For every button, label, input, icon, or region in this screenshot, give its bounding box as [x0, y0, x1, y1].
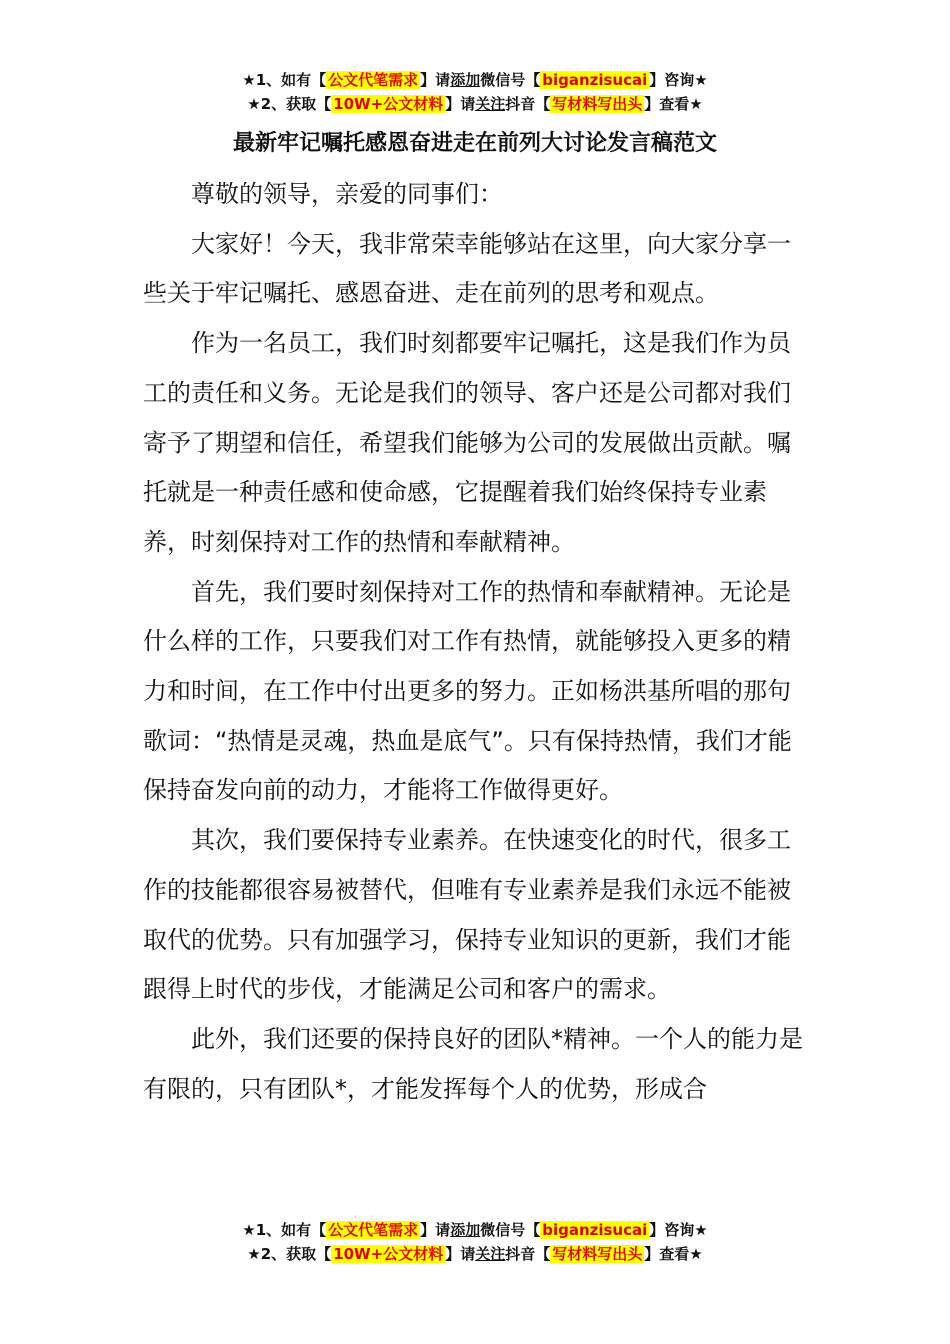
banner-text: 抖音【: [505, 95, 551, 113]
banner-underline: 关注: [475, 95, 506, 113]
banner-line-1: [0, 1218, 950, 1242]
banner-highlight: biganzisucai: [542, 1221, 648, 1239]
top-banner: [0, 68, 950, 116]
banner-line-2: [0, 92, 950, 116]
banner-highlight: 10W+公文材料: [333, 1245, 444, 1263]
banner-highlight: biganzisucai: [542, 71, 648, 89]
banner-line-2: [0, 1242, 950, 1266]
banner-text: 】咨询★: [649, 1221, 708, 1239]
banner-highlight: 写材料写出头: [552, 95, 643, 113]
banner-underline: 添加: [450, 1221, 481, 1239]
paragraph: 首先，我们要时刻保持对工作的热情和奉献精神。无论是什么样的工作，只要我们对工作有热情，就能够投入更多的精力和时间，在工作中付出更多的努力。正如杨洪基所唱的那句歌词：“热情是灵魂，热血是底气”。只有保持热情，我们才能保持奋发向前的动力，才能将工作做得更好。: [143, 577, 792, 805]
paragraph: 其次，我们要保持专业素养。在快速变化的时代，很多工作的技能都很容易被替代，但唯有专业素养是我们永远不能被取代的优势。只有加强学习，保持专业知识的更新，我们才能跟得上时代的步伐，才能满足公司和客户的需求。: [143, 826, 791, 1004]
banner-text: 抖音【: [505, 1245, 551, 1263]
banner-text: 微信号【: [480, 71, 541, 89]
banner-text: 】查看★: [644, 1245, 703, 1263]
paragraph: 作为一名员工，我们时刻都要牢记嘱托，这是我们作为员工的责任和义务。无论是我们的领导、客户还是公司都对我们寄予了期望和信任，希望我们能够为公司的发展做出贡献。嘱托就是一种责任感和使命感，它提醒着我们始终保持专业素养，时刻保持对工作的热情和奉献精神。: [143, 329, 791, 556]
banner-line-1: [0, 68, 950, 92]
banner-text: ★1、如有【: [242, 71, 327, 89]
banner-text: ★2、获取【: [247, 95, 332, 113]
banner-highlight: 写材料写出头: [552, 1245, 643, 1263]
banner-text: 】请: [420, 1221, 451, 1239]
banner-highlight: 公文代笔需求: [328, 1221, 419, 1239]
banner-underline: 关注: [475, 1245, 506, 1263]
banner-text: 】请: [445, 1245, 476, 1263]
paragraph: 此外，我们还要的保持良好的团队*精神。一个人的能力是有限的，只有团队*，才能发挥每个人的优势，形成合: [143, 1024, 803, 1103]
banner-text: 】咨询★: [649, 71, 708, 89]
banner-text: 】查看★: [644, 95, 703, 113]
banner-highlight: 10W+公文材料: [333, 95, 444, 113]
banner-text: ★2、获取【: [247, 1245, 332, 1263]
banner-highlight: 公文代笔需求: [328, 71, 419, 89]
paragraph: 大家好！今天，我非常荣幸能够站在这里，向大家分享一些关于牢记嘱托、感恩奋进、走在前列的思考和观点。: [143, 229, 791, 308]
banner-text: 】请: [445, 95, 476, 113]
banner-text: ★1、如有【: [242, 1221, 327, 1239]
bottom-banner: [0, 1218, 950, 1266]
banner-text: 微信号【: [480, 1221, 541, 1239]
document-title: 最新牢记嘱托感恩奋进走在前列大讨论发言稿范文: [232, 131, 717, 156]
banner-underline: 添加: [450, 71, 481, 89]
document-body: [143, 170, 808, 1114]
banner-text: 】请: [420, 71, 451, 89]
paragraph-salutation: 尊敬的领导，亲爱的同事们：: [191, 180, 503, 208]
